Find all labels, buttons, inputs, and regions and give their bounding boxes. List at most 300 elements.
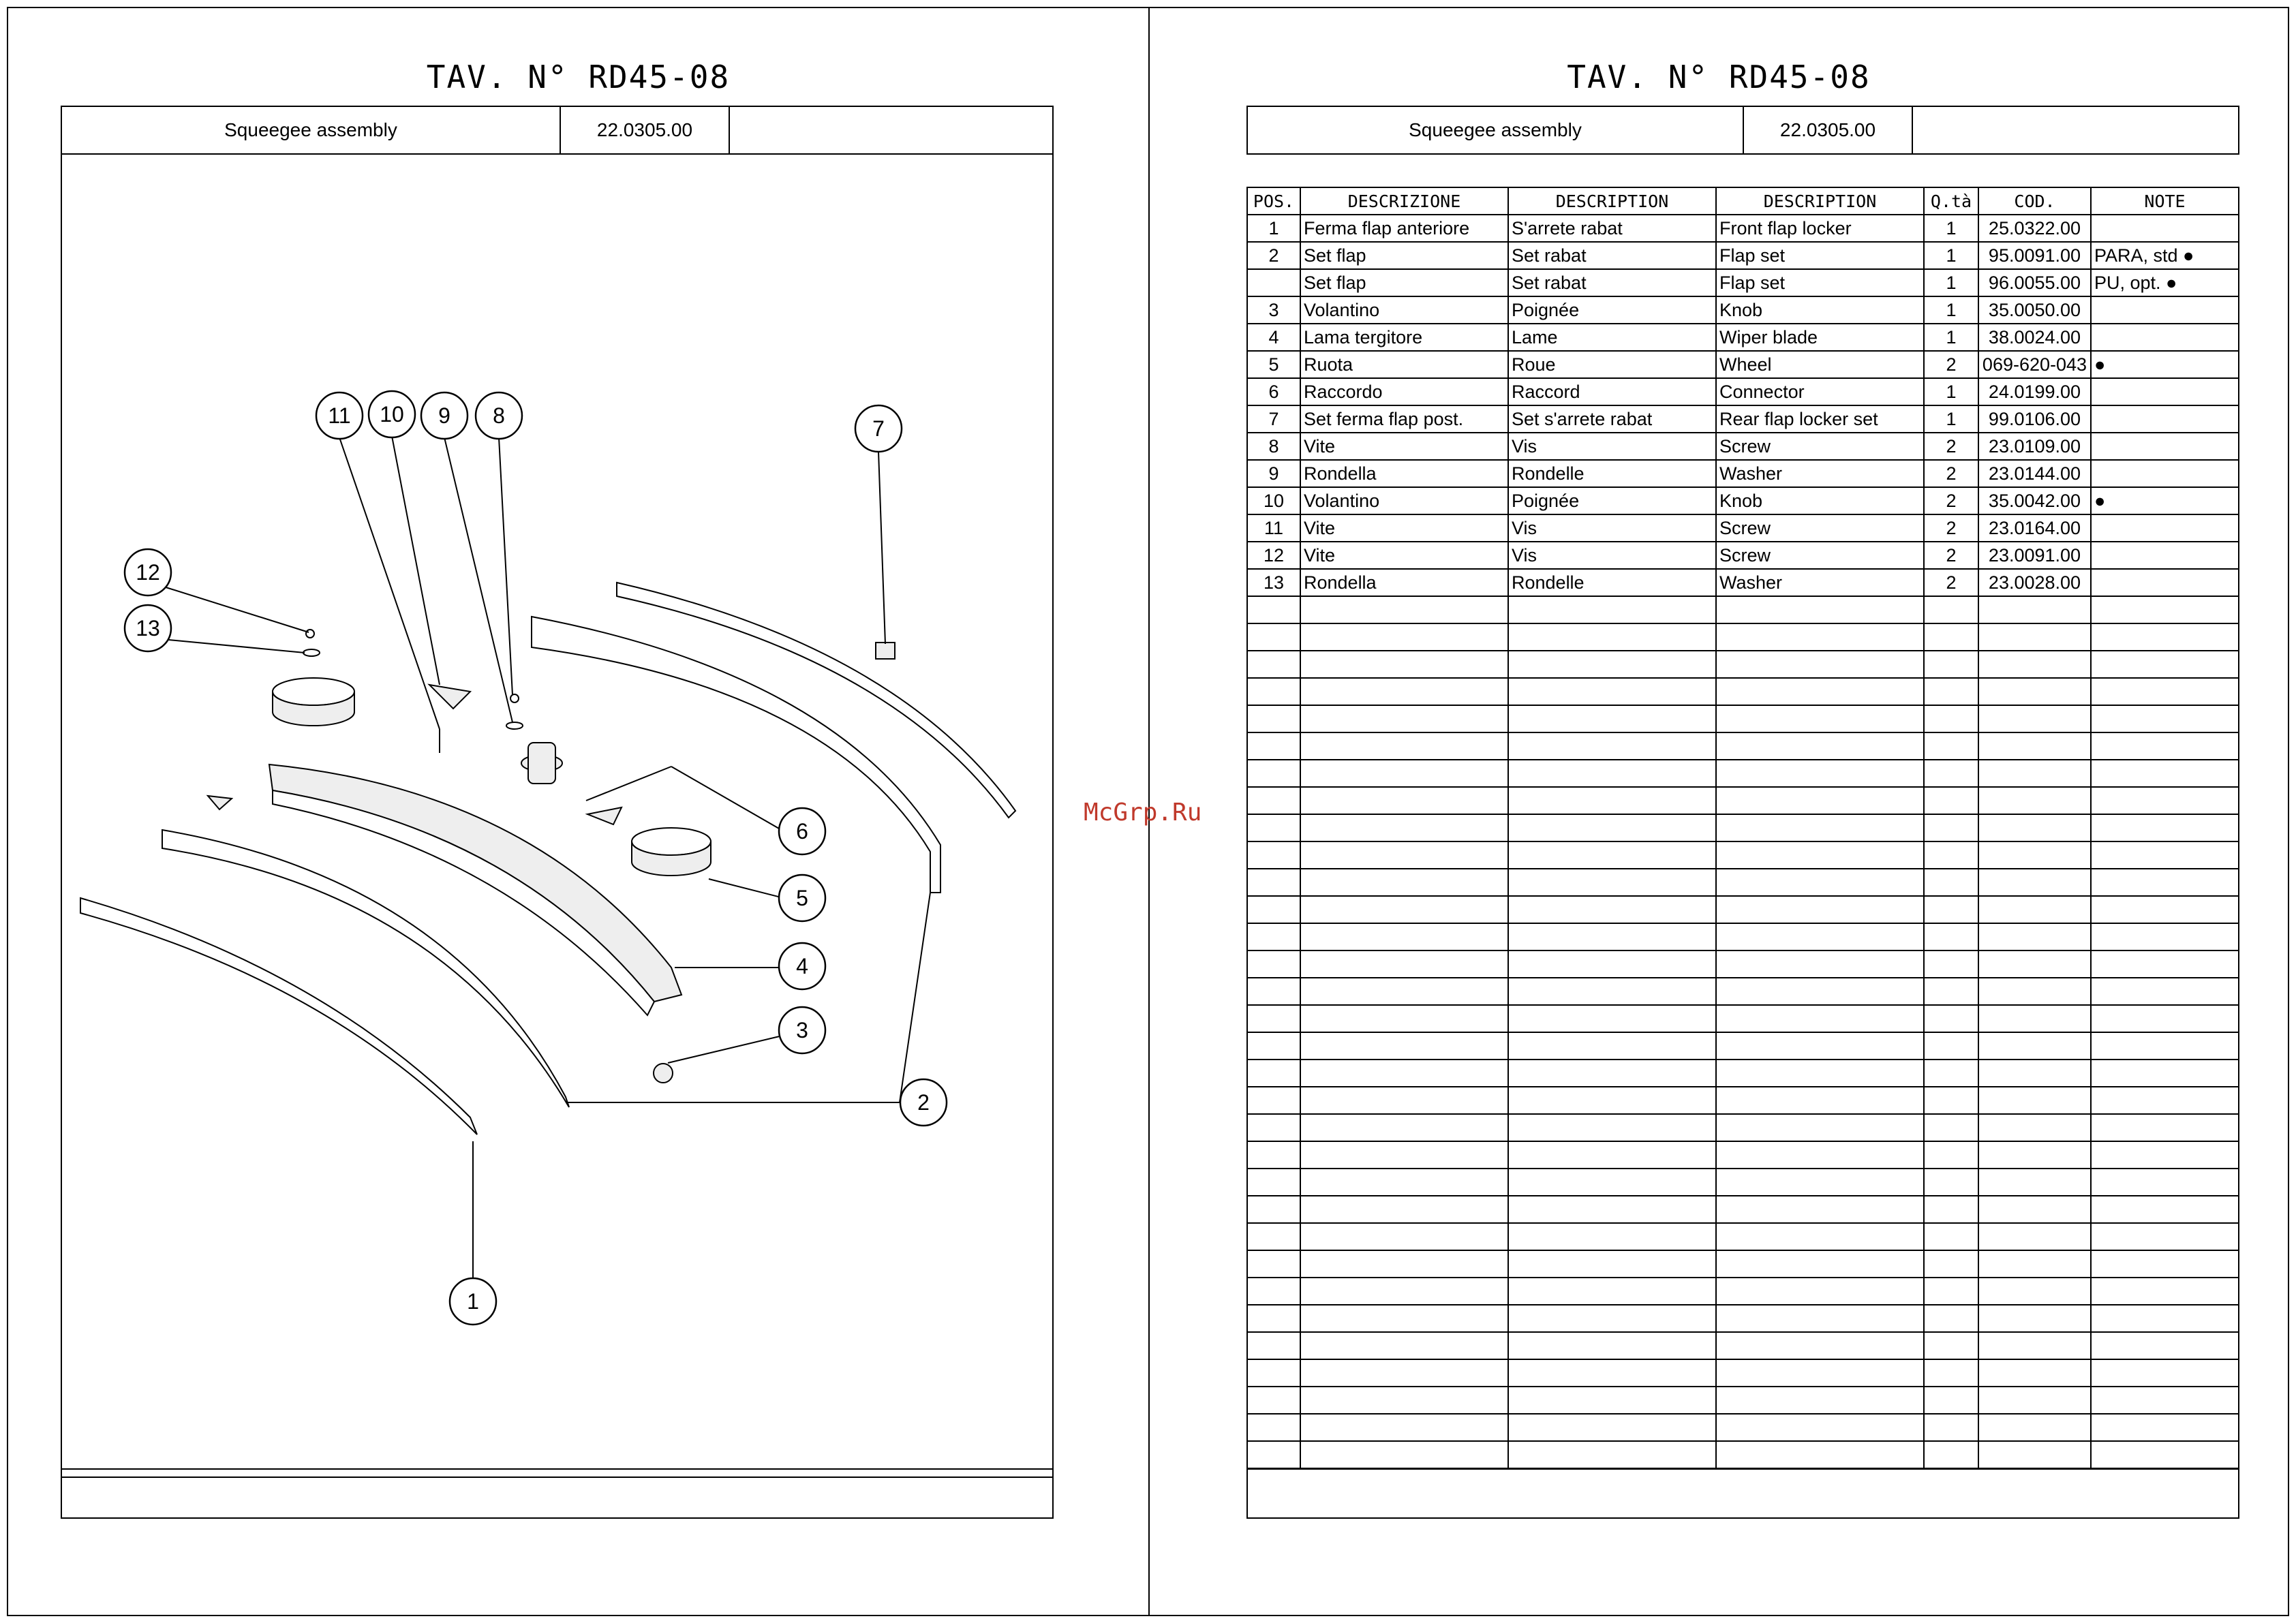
table-cell-empty [2091,1169,2239,1196]
table-row-empty [1247,1005,2239,1032]
callout-5 [779,875,825,921]
table-cell-pos: 9 [1247,460,1300,487]
table-row-empty [1247,1387,2239,1414]
table-cell-empty [2091,623,2239,651]
table-cell-fr: Lame [1508,324,1716,351]
table-cell-en: Screw [1716,514,1924,542]
table-cell-empty [1978,651,2091,678]
table-cell-empty [1716,1114,1924,1141]
table-cell-empty [1508,1305,1716,1332]
table-row-empty [1247,1087,2239,1114]
watermark: McGrp.Ru [1084,799,1202,826]
table-cell-empty [1508,787,1716,814]
table-cell-empty [1924,1441,1978,1468]
table-row-empty [1247,896,2239,923]
table-cell-empty [2091,1278,2239,1305]
leader-3 [668,1036,782,1063]
table-cell-empty [1300,1169,1508,1196]
table-row-empty [1247,1032,2239,1060]
table-cell-empty [1924,978,1978,1005]
table-cell-empty [1247,732,1300,760]
table-cell-fr: Poignée [1508,487,1716,514]
assembly-name: Squeegee assembly [62,107,561,153]
table-cell-empty [1978,1441,2091,1468]
table-cell-empty [1978,623,2091,651]
table-cell-empty [1978,1005,2091,1032]
table-cell-empty [1978,1032,2091,1060]
table-cell-note [2091,433,2239,460]
table-cell-note: ● [2091,351,2239,378]
table-cell-pos: 11 [1247,514,1300,542]
svg-text:4: 4 [796,954,808,978]
table-cell-empty [1300,651,1508,678]
table-cell-qty: 2 [1924,351,1978,378]
table-cell-empty [1247,1332,1300,1359]
table-row-empty [1247,1196,2239,1223]
table-cell-empty [2091,1141,2239,1169]
table-cell-empty [2091,1223,2239,1250]
table-cell-empty [1924,1278,1978,1305]
leader-10 [392,436,440,685]
table-cell-it: Volantino [1300,487,1508,514]
table-cell-empty [2091,896,2239,923]
table-cell-empty [1508,1387,1716,1414]
table-row [1247,351,2239,378]
table-cell-fr: Set s'arrete rabat [1508,405,1716,433]
table-cell-empty [1716,814,1924,841]
callout-2 [900,1079,947,1126]
table-cell-fr: Set rabat [1508,242,1716,269]
table-cell-empty [1300,787,1508,814]
table-cell-pos: 8 [1247,433,1300,460]
callout-11 [316,392,363,439]
table-cell-empty [1247,1414,1300,1441]
col-description-en: DESCRIPTION [1716,187,1924,215]
callout-4 [779,943,825,989]
table-cell-code: 23.0144.00 [1978,460,2091,487]
table-cell-empty [2091,760,2239,787]
table-cell-empty [1247,1005,1300,1032]
table-cell-empty [1300,1332,1508,1359]
table-cell-empty [1300,1087,1508,1114]
table-cell-pos [1247,269,1300,296]
table-cell-it: Vite [1300,433,1508,460]
table-cell-empty [2091,787,2239,814]
table-cell-note [2091,542,2239,569]
col-pos: POS. [1247,187,1300,215]
table-cell-empty [1508,1332,1716,1359]
table-cell-empty [1247,1114,1300,1141]
table-cell-empty [1300,1441,1508,1468]
leader-9 [444,437,512,722]
table-cell-empty [1508,705,1716,732]
table-cell-code: 96.0055.00 [1978,269,2091,296]
table-cell-empty [1978,814,2091,841]
table-cell-empty [1924,1114,1978,1141]
table-row [1247,269,2239,296]
table-cell-empty [1300,732,1508,760]
table-cell-fr: S'arrete rabat [1508,215,1716,242]
table-cell-qty: 2 [1924,514,1978,542]
table-cell-empty [1508,1196,1716,1223]
table-cell-empty [1247,1060,1300,1087]
table-cell-empty [1508,978,1716,1005]
callout-7 [855,405,902,452]
table-cell-empty [1978,950,2091,978]
table-cell-empty [1978,1387,2091,1414]
table-cell-pos: 5 [1247,351,1300,378]
callout-10 [369,391,415,437]
leader-12 [162,586,309,632]
svg-text:5: 5 [796,886,808,910]
table-row-empty [1247,1305,2239,1332]
svg-text:9: 9 [438,403,450,428]
table-cell-empty [1716,1169,1924,1196]
table-cell-empty [1978,896,2091,923]
leader-6 [586,767,671,801]
table-cell-it: Set flap [1300,242,1508,269]
table-cell-empty [1924,623,1978,651]
table-cell-empty [1978,1332,2091,1359]
leader-11 [339,437,440,729]
table-cell-empty [1247,896,1300,923]
table-cell-empty [1924,596,1978,623]
table-cell-it: Set ferma flap post. [1300,405,1508,433]
table-cell-en: Washer [1716,460,1924,487]
table-cell-empty [1924,1387,1978,1414]
assembly-code: 22.0305.00 [1744,107,1913,153]
leader-8 [499,437,512,695]
table-cell-qty: 1 [1924,269,1978,296]
table-cell-empty [1716,1196,1924,1223]
table-cell-empty [1300,1032,1508,1060]
table-row-empty [1247,1169,2239,1196]
table-cell-empty [1508,1087,1716,1114]
table-cell-empty [2091,678,2239,705]
parts-table-body [1247,215,2239,1468]
page-title: TAV. N° RD45-08 [426,59,731,95]
knob-3 [654,1064,673,1083]
table-cell-empty [1247,760,1300,787]
table-cell-empty [2091,1332,2239,1359]
leader-5 [709,879,784,898]
table-cell-empty [1978,678,2091,705]
table-cell-empty [1247,1250,1300,1278]
table-cell-code: 23.0091.00 [1978,542,2091,569]
table-cell-empty [1978,787,2091,814]
table-cell-empty [1978,869,2091,896]
table-cell-en: Washer [1716,569,1924,596]
callout-1 [450,1278,496,1325]
table-cell-empty [2091,1305,2239,1332]
table-cell-en: Wheel [1716,351,1924,378]
table-cell-en: Wiper blade [1716,324,1924,351]
page-title: TAV. N° RD45-08 [1567,59,1871,95]
table-cell-en: Rear flap locker set [1716,405,1924,433]
table-cell-empty [1716,978,1924,1005]
col-note: NOTE [2091,187,2239,215]
table-row-empty [1247,623,2239,651]
table-row [1247,296,2239,324]
svg-text:2: 2 [917,1090,930,1115]
table-row [1247,433,2239,460]
table-cell-empty [2091,1114,2239,1141]
table-cell-note: ● [2091,487,2239,514]
table-row-empty [1247,1223,2239,1250]
table-cell-empty [1716,1414,1924,1441]
table-cell-it: Volantino [1300,296,1508,324]
table-row [1247,405,2239,433]
table-cell-empty [1716,678,1924,705]
table-cell-empty [1300,596,1508,623]
table-row-empty [1247,1114,2239,1141]
table-cell-empty [1247,1305,1300,1332]
table-cell-note [2091,514,2239,542]
table-cell-empty [1978,1169,2091,1196]
table-cell-pos: 3 [1247,296,1300,324]
table-cell-pos: 4 [1247,324,1300,351]
table-cell-it: Ruota [1300,351,1508,378]
table-cell-empty [1716,1441,1924,1468]
table-cell-empty [1716,1278,1924,1305]
table-cell-empty [1716,841,1924,869]
table-cell-code: 35.0042.00 [1978,487,2091,514]
table-cell-qty: 1 [1924,324,1978,351]
table-cell-empty [1300,1223,1508,1250]
table-cell-empty [1300,841,1508,869]
table-cell-empty [1924,1414,1978,1441]
table-cell-empty [1300,1250,1508,1278]
leader-6b [671,767,784,831]
table-cell-empty [1716,1032,1924,1060]
table-row-empty [1247,596,2239,623]
table-row-empty [1247,814,2239,841]
table-cell-empty [1508,596,1716,623]
footer-box [1246,1468,2239,1519]
table-cell-it: Vite [1300,514,1508,542]
table-cell-empty [1508,1005,1716,1032]
table-row-empty [1247,1250,2239,1278]
table-row-empty [1247,678,2239,705]
table-cell-note [2091,405,2239,433]
table-cell-empty [1978,923,2091,950]
table-cell-empty [1508,869,1716,896]
table-cell-qty: 2 [1924,460,1978,487]
table-cell-empty [1300,705,1508,732]
table-cell-empty [1716,923,1924,950]
callout-6 [779,808,825,854]
table-cell-empty [1508,1278,1716,1305]
table-cell-note [2091,324,2239,351]
svg-text:1: 1 [467,1289,479,1314]
col-code: COD. [1978,187,2091,215]
table-cell-empty [2091,1387,2239,1414]
table-cell-empty [2091,1359,2239,1387]
table-cell-fr: Vis [1508,514,1716,542]
table-cell-it: Vite [1300,542,1508,569]
table-cell-empty [1508,950,1716,978]
table-cell-empty [1978,978,2091,1005]
table-cell-empty [2091,651,2239,678]
table-cell-empty [1924,787,1978,814]
table-cell-it: Set flap [1300,269,1508,296]
knob-left [208,796,232,809]
table-cell-empty [1978,1414,2091,1441]
rear-flap-locker-bracket [876,643,895,659]
table-cell-qty: 1 [1924,405,1978,433]
table-cell-empty [1247,678,1300,705]
table-row-empty [1247,1359,2239,1387]
table-cell-empty [2091,978,2239,1005]
table-cell-empty [1924,1250,1978,1278]
table-cell-empty [1508,1114,1716,1141]
table-row-empty [1247,1332,2239,1359]
table-cell-qty: 2 [1924,569,1978,596]
parts-list-page [1148,7,2289,1616]
table-cell-fr: Roue [1508,351,1716,378]
table-cell-empty [1924,1196,1978,1223]
table-cell-en: Knob [1716,296,1924,324]
table-cell-code: 24.0199.00 [1978,378,2091,405]
table-cell-empty [1716,787,1924,814]
table-cell-fr: Raccord [1508,378,1716,405]
table-cell-empty [2091,1414,2239,1441]
callout-13 [125,605,171,651]
table-cell-pos: 1 [1247,215,1300,242]
table-cell-empty [1247,651,1300,678]
table-cell-empty [1924,732,1978,760]
table-cell-empty [1924,760,1978,787]
table-cell-empty [1300,978,1508,1005]
table-cell-qty: 1 [1924,242,1978,269]
table-cell-empty [1716,732,1924,760]
table-cell-code: 38.0024.00 [1978,324,2091,351]
table-cell-empty [1300,1196,1508,1223]
table-cell-code: 95.0091.00 [1978,242,2091,269]
table-cell-empty [1716,1359,1924,1387]
table-cell-pos: 12 [1247,542,1300,569]
table-cell-en: Flap set [1716,269,1924,296]
table-cell-empty [1247,1278,1300,1305]
table-row-empty [1247,705,2239,732]
table-cell-empty [1247,705,1300,732]
table-cell-it: Rondella [1300,460,1508,487]
table-row-empty [1247,787,2239,814]
table-cell-empty [1247,841,1300,869]
table-cell-empty [1300,1387,1508,1414]
table-cell-fr: Set rabat [1508,269,1716,296]
callout-3 [779,1007,825,1053]
table-cell-empty [2091,950,2239,978]
table-cell-it: Rondella [1300,569,1508,596]
table-row-empty [1247,950,2239,978]
table-row-empty [1247,923,2239,950]
table-cell-empty [1300,923,1508,950]
table-cell-empty [1978,1141,2091,1169]
assembly-name: Squeegee assembly [1248,107,1744,153]
table-cell-empty [1978,1114,2091,1141]
table-cell-empty [2091,1250,2239,1278]
leader-13 [162,639,305,653]
table-cell-empty [1300,1414,1508,1441]
table-cell-empty [1978,1223,2091,1250]
table-cell-empty [2091,1060,2239,1087]
table-cell-empty [1508,1032,1716,1060]
table-cell-empty [1716,705,1924,732]
table-cell-empty [1924,1032,1978,1060]
table-cell-note [2091,569,2239,596]
table-cell-empty [1508,841,1716,869]
table-cell-empty [1716,651,1924,678]
table-cell-code: 99.0106.00 [1978,405,2091,433]
table-cell-note [2091,215,2239,242]
table-cell-empty [1247,1441,1300,1468]
table-cell-it: Raccordo [1300,378,1508,405]
table-row [1247,487,2239,514]
table-row-empty [1247,978,2239,1005]
table-cell-empty [1247,1169,1300,1196]
table-cell-empty [1924,841,1978,869]
table-cell-empty [2091,1005,2239,1032]
table-cell-empty [1924,950,1978,978]
table-cell-en: Flap set [1716,242,1924,269]
table-cell-en: Screw [1716,433,1924,460]
table-header-row [1247,187,2239,215]
table-cell-code: 23.0028.00 [1978,569,2091,596]
table-cell-empty [2091,1196,2239,1223]
table-cell-empty [2091,869,2239,896]
table-cell-empty [1716,1060,1924,1087]
table-row [1247,514,2239,542]
table-cell-empty [1247,869,1300,896]
table-cell-empty [1300,950,1508,978]
table-cell-qty: 1 [1924,378,1978,405]
table-cell-empty [1247,923,1300,950]
table-cell-empty [2091,841,2239,869]
table-cell-note [2091,296,2239,324]
table-row [1247,242,2239,269]
table-row [1247,215,2239,242]
table-cell-empty [2091,1087,2239,1114]
callout-8 [476,392,522,439]
table-cell-empty [1247,623,1300,651]
table-cell-fr: Rondelle [1508,460,1716,487]
table-cell-empty [1247,1359,1300,1387]
assembly-code: 22.0305.00 [561,107,730,153]
table-row [1247,460,2239,487]
table-cell-empty [1508,1141,1716,1169]
table-cell-empty [1924,896,1978,923]
table-cell-empty [1508,1169,1716,1196]
svg-text:11: 11 [328,403,351,428]
table-cell-qty: 1 [1924,215,1978,242]
table-cell-empty [1924,651,1978,678]
table-cell-empty [1508,1060,1716,1087]
table-cell-pos: 10 [1247,487,1300,514]
table-cell-fr: Vis [1508,542,1716,569]
table-cell-empty [1716,1305,1924,1332]
table-cell-note: PARA, std ● [2091,242,2239,269]
table-cell-empty [1300,1141,1508,1169]
table-cell-empty [1716,896,1924,923]
table-cell-empty [1300,623,1508,651]
table-cell-empty [1247,1032,1300,1060]
table-cell-empty [1508,678,1716,705]
table-cell-it: Lama tergitore [1300,324,1508,351]
table-cell-empty [1716,1141,1924,1169]
table-cell-empty [1924,1060,1978,1087]
table-cell-empty [1924,1169,1978,1196]
